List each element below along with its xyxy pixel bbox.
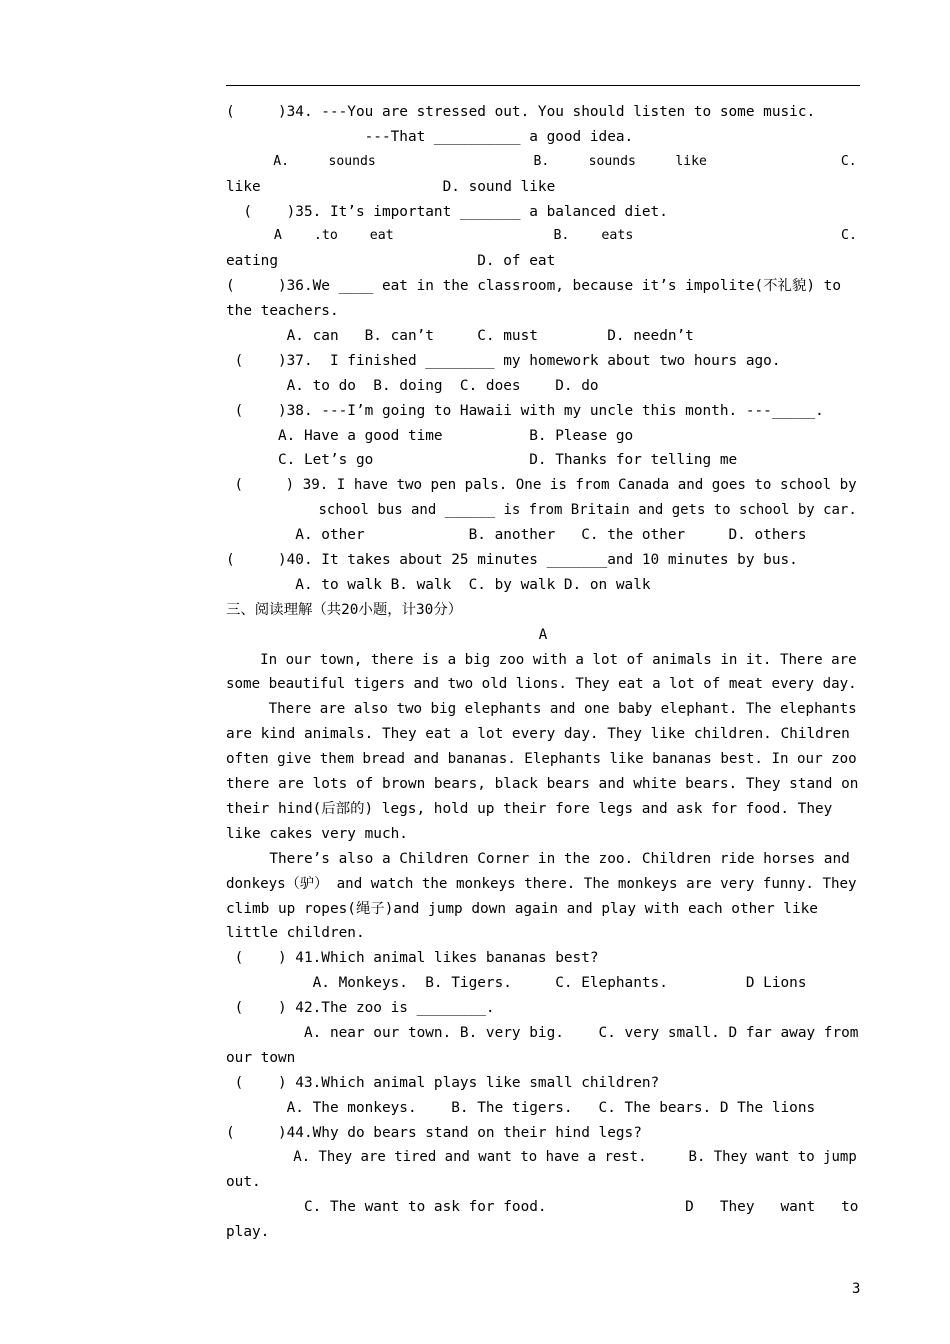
question-36: ( )36.We ____ eat in the classroom, because it’s impolite(不礼貌) to	[226, 278, 841, 295]
question-37: ( )37. I finished ________ my homework about two hours ago.	[226, 352, 781, 369]
section-heading: 三、阅读理解（共20小题，计30分）	[226, 601, 463, 618]
question-38: ( )38. ---I’m going to Hawaii with my uncle this month. ---_____.	[226, 402, 824, 419]
passage-line: their hind(后部的) legs, hold up their fore legs and ask for food. They	[226, 800, 833, 817]
question-44: ( )44.Why do bears stand on their hind legs?	[226, 1124, 642, 1141]
question-37-options: A. to do B. doing C. does D. do	[226, 377, 599, 394]
passage-line: some beautiful tigers and two old lions. They eat a lot of meat every day.	[226, 676, 857, 693]
question-39-options: A. other B. another C. the other D. others	[226, 527, 807, 544]
question-44-options-cd-cont: play.	[226, 1224, 270, 1241]
question-44-options-ab: A. They are tired and want to have a rest. B. They want to jump	[226, 1149, 857, 1166]
question-41-options: A. Monkeys. B. Tigers. C. Elephants. D Lions	[226, 975, 807, 992]
question-36-options: A. can B. can’t C. must D. needn’t	[226, 328, 694, 345]
question-34-line: ---That __________ a good idea.	[226, 128, 634, 145]
passage-line: There are also two big elephants and one baby elephant. The elephants	[226, 701, 857, 718]
document-body	[226, 100, 860, 1245]
question-42: ( ) 42.The zoo is ________.	[226, 1000, 495, 1017]
question-38-options-cd: C. Let’s go D. Thanks for telling me	[226, 452, 738, 469]
passage-line: donkeys（驴） and watch the monkeys there. The monkeys are very funny. They	[226, 875, 857, 892]
question-38-options-ab: A. Have a good time B. Please go	[226, 427, 634, 444]
question-34-options-cont: like D. sound like	[226, 178, 556, 195]
question-44-options-cd: C. The want to ask for food. D They want to	[226, 1199, 859, 1216]
header-rule	[226, 85, 860, 86]
passage-line: are kind animals. They eat a lot every day. They like children. Children	[226, 726, 850, 743]
question-40-options: A. to walk B. walk C. by walk D. on walk	[226, 576, 651, 593]
page-number: 3	[852, 1281, 861, 1297]
question-34: ( )34. ---You are stressed out. You should listen to some music.	[226, 104, 816, 120]
question-41: ( ) 41.Which animal likes bananas best?	[226, 950, 599, 967]
question-40: ( )40. It takes about 25 minutes _______and 10 minutes by bus.	[226, 552, 798, 569]
passage-line: often give them bread and bananas. Elephants like bananas best. In our zoo	[226, 751, 857, 768]
question-34-options: A. sounds B. sounds like C.	[226, 153, 857, 169]
passage-line: There’s also a Children Corner in the zoo. Children ride horses and	[226, 850, 850, 867]
passage-label: A	[538, 626, 548, 643]
question-39-cont: school bus and ______ is from Britain and gets to school by car.	[226, 502, 857, 519]
question-42-options-cont: our town	[226, 1049, 296, 1066]
question-36-cont: the teachers.	[226, 303, 339, 320]
question-35: ( )35. It’s important _______ a balanced diet.	[226, 203, 668, 220]
question-35-options: A .to eat B. eats C.	[226, 228, 857, 244]
question-42-options: A. near our town. B. very big. C. very small. D far away from	[226, 1024, 859, 1041]
question-43-options: A. The monkeys. B. The tigers. C. The bears. D The lions	[226, 1099, 816, 1116]
passage-line: like cakes very much.	[226, 825, 408, 842]
passage-line: In our town, there is a big zoo with a lot of animals in it. There are	[226, 651, 857, 668]
question-43: ( ) 43.Which animal plays like small children?	[226, 1074, 660, 1091]
passage-line: little children.	[226, 925, 365, 942]
question-44-options-ab-cont: out.	[226, 1174, 261, 1191]
passage-line: there are lots of brown bears, black bears and white bears. They stand on	[226, 776, 859, 793]
question-35-options-cont: eating D. of eat	[226, 253, 556, 270]
question-39: ( ) 39. I have two pen pals. One is from Canada and goes to school by	[226, 477, 857, 494]
passage-line: climb up ropes(绳子)and jump down again and play with each other like	[226, 900, 818, 917]
